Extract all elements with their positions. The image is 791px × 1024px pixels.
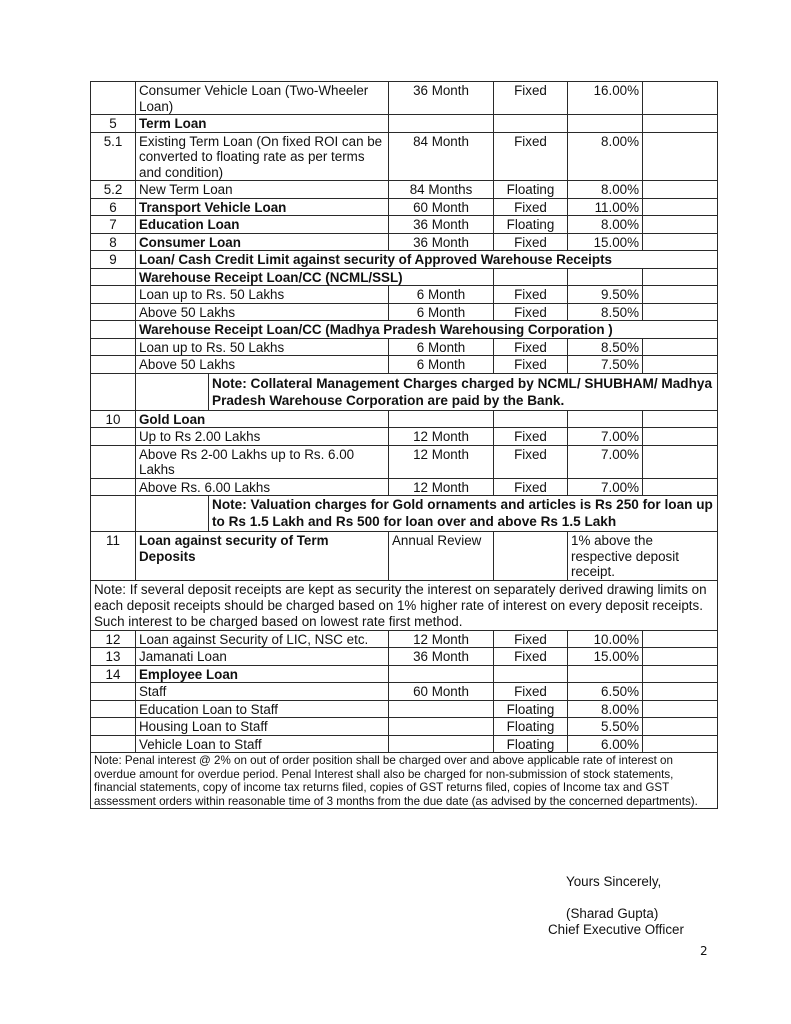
- interest-rate-table: [90, 81, 718, 809]
- empty-cell: [91, 303, 136, 321]
- empty-cell: [643, 630, 718, 648]
- table-row: [91, 356, 718, 374]
- empty-cell: [91, 373, 136, 410]
- warehouse-note: Note: Collateral Management Charges charged by NCML/ SHUBHAM/ Madhya Pradesh Warehouse Corporation are paid by the Bank.: [212, 375, 713, 408]
- rate-type: Fixed: [494, 478, 568, 496]
- loan-description: Vehicle Loan to Staff: [136, 735, 389, 753]
- loan-category-heading: Employee Loan: [136, 665, 389, 683]
- table-row: [91, 718, 718, 736]
- loan-term: 6 Month: [389, 356, 494, 374]
- loan-description: Above Rs. 6.00 Lakhs: [136, 478, 389, 496]
- rate-type: Fixed: [494, 445, 568, 478]
- penal-interest-note: Note: Penal interest @ 2% on out of order position shall be charged over and above applicable rate of interest on overdue amount for overdue period. Penal Interest shall also be charged for non-submission of stock statements, financial statements, copy of income tax returns filed, copies of GST returns filed, copies of Income tax and GST assessment orders within reasonable time of 3 months from the due date (as advised by the concerned departments).: [91, 753, 718, 809]
- interest-rate: 11.00%: [568, 198, 643, 216]
- loan-term: 36 Month: [389, 82, 494, 115]
- table-row: [91, 665, 718, 683]
- table-row: [91, 753, 718, 809]
- table-row: [91, 630, 718, 648]
- loan-term: 84 Month: [389, 132, 494, 181]
- interest-rate: 8.00%: [568, 181, 643, 199]
- empty-cell: [643, 268, 718, 286]
- empty-cell: [389, 700, 494, 718]
- loan-description: Up to Rs 2.00 Lakhs: [136, 428, 389, 446]
- table-row: [91, 286, 718, 304]
- rate-type: Floating: [494, 735, 568, 753]
- rate-type: Fixed: [494, 233, 568, 251]
- note-container: [136, 373, 718, 410]
- empty-cell: [136, 374, 209, 410]
- loan-term: 6 Month: [389, 338, 494, 356]
- empty-cell: [494, 410, 568, 428]
- loan-subcategory-heading: Warehouse Receipt Loan/CC (NCML/SSL): [136, 268, 494, 286]
- rate-type: Floating: [494, 216, 568, 234]
- loan-description: Consumer Loan: [136, 233, 389, 251]
- empty-cell: [91, 478, 136, 496]
- table-row: [91, 648, 718, 666]
- page-number: 2: [700, 944, 708, 958]
- rate-type: Fixed: [494, 428, 568, 446]
- table-row: [91, 683, 718, 701]
- loan-description: Above 50 Lakhs: [136, 303, 389, 321]
- empty-cell: [643, 410, 718, 428]
- table-row: [91, 321, 718, 339]
- empty-cell: [643, 303, 718, 321]
- empty-cell: [643, 700, 718, 718]
- gold-valuation-note: Note: Valuation charges for Gold ornaments and articles is Rs 250 for loan up to Rs 1.5 Lakh and Rs 500 for loan over and above Rs 1.5 Lakh: [212, 497, 713, 529]
- table-row: [91, 445, 718, 478]
- table-row: [91, 373, 718, 410]
- empty-cell: [568, 665, 643, 683]
- loan-description: Jamanati Loan: [136, 648, 389, 666]
- loan-description: Above 50 Lakhs: [136, 356, 389, 374]
- table-row: [91, 251, 718, 269]
- empty-cell: [91, 268, 136, 286]
- rate-type: Floating: [494, 700, 568, 718]
- table-row: [91, 580, 718, 630]
- loan-description: Existing Term Loan (On fixed ROI can be converted to floating rate as per terms and condition): [136, 132, 389, 181]
- table-row: [91, 700, 718, 718]
- loan-description: Consumer Vehicle Loan (Two-Wheeler Loan): [136, 82, 389, 115]
- loan-term: 84 Months: [389, 181, 494, 199]
- empty-cell: [643, 181, 718, 199]
- loan-subcategory-heading: Warehouse Receipt Loan/CC (Madhya Pradesh Warehousing Corporation ): [136, 321, 718, 339]
- empty-cell: [568, 268, 643, 286]
- empty-cell: [643, 216, 718, 234]
- empty-cell: [91, 428, 136, 446]
- empty-cell: [643, 198, 718, 216]
- rate-type: Floating: [494, 181, 568, 199]
- table-row: [91, 132, 718, 181]
- table-row: [91, 268, 718, 286]
- empty-cell: [643, 115, 718, 133]
- row-number: 5.2: [91, 181, 136, 199]
- empty-cell: [643, 683, 718, 701]
- row-number: 6: [91, 198, 136, 216]
- empty-cell: [91, 338, 136, 356]
- row-number: [91, 82, 136, 115]
- rate-type: Fixed: [494, 338, 568, 356]
- interest-rate: 7.00%: [568, 428, 643, 446]
- table-row: [91, 410, 718, 428]
- interest-rate: 16.00%: [568, 82, 643, 115]
- interest-rate: 8.50%: [568, 338, 643, 356]
- loan-term: 12 Month: [389, 445, 494, 478]
- rate-type: Fixed: [494, 356, 568, 374]
- interest-rate: 5.50%: [568, 718, 643, 736]
- table-row: [91, 735, 718, 753]
- table-row: [91, 532, 718, 581]
- interest-rate: 6.00%: [568, 735, 643, 753]
- loan-term: 36 Month: [389, 233, 494, 251]
- empty-cell: [643, 718, 718, 736]
- table-row: [91, 496, 718, 532]
- empty-cell: [643, 233, 718, 251]
- empty-cell: [91, 496, 136, 532]
- table-row: [91, 478, 718, 496]
- rate-type: Floating: [494, 718, 568, 736]
- empty-cell: [643, 356, 718, 374]
- loan-description: New Term Loan: [136, 181, 389, 199]
- interest-rate: 7.50%: [568, 356, 643, 374]
- table-row: [91, 428, 718, 446]
- interest-rate: 8.00%: [568, 216, 643, 234]
- empty-cell: [643, 445, 718, 478]
- empty-cell: [389, 735, 494, 753]
- rate-type: Fixed: [494, 630, 568, 648]
- empty-cell: [643, 82, 718, 115]
- interest-rate: 15.00%: [568, 648, 643, 666]
- loan-description: Staff: [136, 683, 389, 701]
- interest-rate: 10.00%: [568, 630, 643, 648]
- empty-cell: [643, 286, 718, 304]
- row-number: 8: [91, 233, 136, 251]
- empty-cell: [494, 268, 568, 286]
- rate-type: Fixed: [494, 683, 568, 701]
- empty-cell: [91, 356, 136, 374]
- interest-rate: 8.00%: [568, 700, 643, 718]
- row-number: 7: [91, 216, 136, 234]
- loan-term: 36 Month: [389, 648, 494, 666]
- interest-rate: 15.00%: [568, 233, 643, 251]
- loan-term: 36 Month: [389, 216, 494, 234]
- loan-term: 12 Month: [389, 478, 494, 496]
- loan-category-heading: Loan/ Cash Credit Limit against security of Approved Warehouse Receipts: [136, 251, 718, 269]
- interest-rate: 1% above the respective deposit receipt.: [568, 532, 718, 581]
- empty-cell: [643, 735, 718, 753]
- loan-category-heading: Gold Loan: [136, 410, 389, 428]
- loan-description: Loan against security of Term Deposits: [136, 532, 389, 581]
- loan-description: Transport Vehicle Loan: [136, 198, 389, 216]
- empty-cell: [568, 115, 643, 133]
- empty-cell: [389, 665, 494, 683]
- empty-cell: [389, 718, 494, 736]
- loan-description: Loan against Security of LIC, NSC etc.: [136, 630, 389, 648]
- empty-cell: [568, 410, 643, 428]
- row-number: 9: [91, 251, 136, 269]
- loan-description: Loan up to Rs. 50 Lakhs: [136, 338, 389, 356]
- empty-cell: [91, 735, 136, 753]
- row-number: 14: [91, 665, 136, 683]
- interest-rate: 6.50%: [568, 683, 643, 701]
- note-container: [136, 496, 718, 532]
- empty-cell: [494, 532, 568, 581]
- rate-type: Fixed: [494, 303, 568, 321]
- interest-rate: 7.00%: [568, 445, 643, 478]
- empty-cell: [643, 428, 718, 446]
- loan-term: 60 Month: [389, 683, 494, 701]
- empty-cell: [643, 338, 718, 356]
- signatory-title: Chief Executive Officer: [548, 922, 684, 937]
- row-number: 12: [91, 630, 136, 648]
- row-number: 13: [91, 648, 136, 666]
- rate-type: Fixed: [494, 132, 568, 181]
- table-row: [91, 338, 718, 356]
- interest-rate: 8.00%: [568, 132, 643, 181]
- loan-term: 60 Month: [389, 198, 494, 216]
- loan-description: Education Loan to Staff: [136, 700, 389, 718]
- empty-cell: [91, 683, 136, 701]
- empty-cell: [91, 286, 136, 304]
- loan-description: Education Loan: [136, 216, 389, 234]
- empty-cell: [91, 321, 136, 339]
- table-row: [91, 115, 718, 133]
- empty-cell: [643, 478, 718, 496]
- empty-cell: [643, 648, 718, 666]
- empty-cell: [91, 700, 136, 718]
- interest-rate: 8.50%: [568, 303, 643, 321]
- rate-type: Fixed: [494, 286, 568, 304]
- table-row: [91, 198, 718, 216]
- empty-cell: [389, 115, 494, 133]
- table-row: [91, 233, 718, 251]
- loan-term: 6 Month: [389, 286, 494, 304]
- loan-term: 12 Month: [389, 630, 494, 648]
- loan-term: 6 Month: [389, 303, 494, 321]
- row-number: 11: [91, 532, 136, 581]
- interest-rate: 7.00%: [568, 478, 643, 496]
- closing-salutation: Yours Sincerely,: [566, 874, 662, 889]
- empty-cell: [494, 665, 568, 683]
- table-row: [91, 181, 718, 199]
- table-row: [91, 303, 718, 321]
- table-row: [91, 82, 718, 115]
- loan-term: 12 Month: [389, 428, 494, 446]
- deposit-receipt-note: Note: If several deposit receipts are kept as security the interest on separately derived drawing limits on each deposit receipts should be charged based on 1% higher rate of interest on every deposit receipts. Such interest to be charged based on lowest rate first method.: [91, 580, 718, 630]
- loan-description: Loan up to Rs. 50 Lakhs: [136, 286, 389, 304]
- loan-description: Housing Loan to Staff: [136, 718, 389, 736]
- loan-category-heading: Term Loan: [136, 115, 389, 133]
- empty-cell: [136, 496, 209, 531]
- empty-cell: [91, 445, 136, 478]
- row-number: 5.1: [91, 132, 136, 181]
- empty-cell: [643, 665, 718, 683]
- loan-description: Above Rs 2-00 Lakhs up to Rs. 6.00 Lakhs: [136, 445, 389, 478]
- row-number: 5: [91, 115, 136, 133]
- interest-rate: 9.50%: [568, 286, 643, 304]
- empty-cell: [494, 115, 568, 133]
- rate-type: Fixed: [494, 198, 568, 216]
- row-number: 10: [91, 410, 136, 428]
- rate-type: Fixed: [494, 648, 568, 666]
- table-row: [91, 216, 718, 234]
- signatory-name: (Sharad Gupta): [566, 906, 659, 921]
- empty-cell: [389, 410, 494, 428]
- rate-type: Fixed: [494, 82, 568, 115]
- empty-cell: [643, 132, 718, 181]
- loan-term: Annual Review: [389, 532, 494, 581]
- empty-cell: [91, 718, 136, 736]
